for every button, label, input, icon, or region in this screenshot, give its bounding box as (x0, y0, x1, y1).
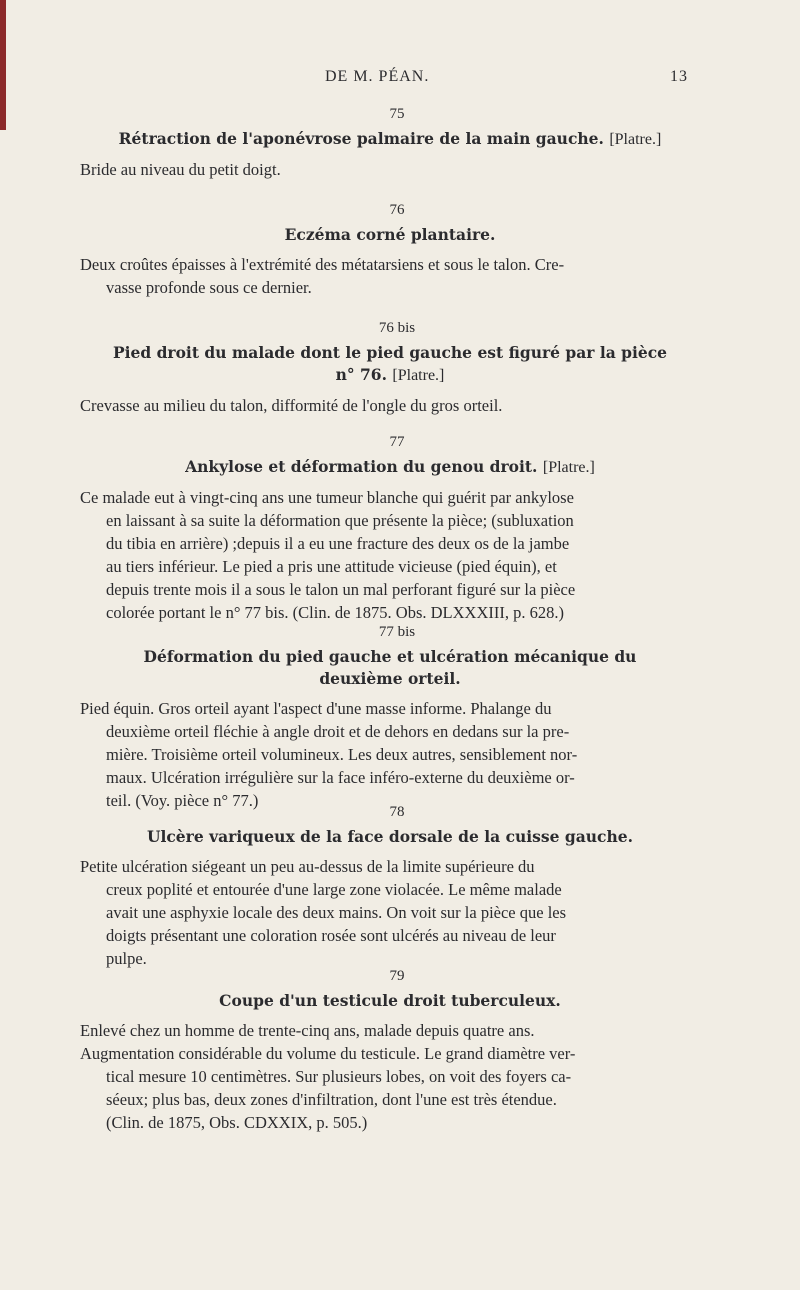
entry-tag: [Platre.] (392, 367, 445, 384)
body-line: en laissant à sa suite la déformation que présente la pièce; (subluxation (106, 511, 574, 530)
entry-body (80, 253, 700, 299)
entry-title: Ulcère variqueux de la face dorsale de la cuisse gauche. (146, 827, 634, 846)
entry-body (80, 1019, 700, 1134)
entry-number: 76 (389, 202, 405, 218)
entry-title (80, 342, 700, 387)
page-number: 13 (670, 68, 688, 85)
body-line: avait une asphyxie locale des deux mains. On voit sur la pièce que les (106, 903, 567, 922)
entry-77 (80, 432, 700, 624)
entry-tag: [Platre.] (542, 459, 595, 476)
body-line: au tiers inférieur. Le pied a pris une attitude vicieuse (pied équin), et (106, 557, 557, 576)
body-line: Augmentation considérable du volume du testicule. Le grand diamètre ver- (80, 1044, 576, 1063)
entry-75 (80, 104, 700, 181)
entry-number: 77 bis (378, 624, 416, 640)
entry-title-line: n° 76. (335, 365, 387, 384)
body-line: Ce malade eut à vingt-cinq ans une tumeur blanche qui guérit par ankylose (80, 488, 574, 507)
entry-title-line: Pied droit du malade dont le pied gauche est figuré par la pièce (112, 343, 668, 362)
entry-title (80, 456, 700, 479)
body-line: doigts présentant une coloration rosée sont ulcérés au niveau de leur (106, 926, 556, 945)
body-line: Bride au niveau du petit doigt. (80, 160, 281, 179)
body-line: depuis trente mois il a sous le talon un mal perforant figuré sur la pièce (106, 580, 576, 599)
entry-title-text: Ankylose et déformation du genou droit. (185, 457, 538, 476)
running-title: DE M. PÉAN. (325, 68, 430, 85)
body-line: (Clin. de 1875, Obs. CDXXIX, p. 505.) (106, 1113, 368, 1132)
entry-body (80, 394, 700, 417)
entry-79 (80, 966, 700, 1134)
entry-number: 77 (389, 434, 405, 450)
body-line: teil. (Voy. pièce n° 77.) (106, 791, 259, 810)
body-line: Crevasse au milieu du talon, difformité de l'ongle du gros orteil. (80, 396, 503, 415)
entry-title-text: Rétraction de l'aponévrose palmaire de la main gauche. (118, 129, 604, 148)
entry-body (80, 158, 700, 181)
entry-number: 75 (389, 106, 405, 122)
entry-title-line: deuxième orteil. (319, 669, 461, 688)
body-line: maux. Ulcération irrégulière sur la face inféro-externe du deuxième or- (106, 768, 575, 787)
body-line: vasse profonde sous ce dernier. (106, 278, 312, 297)
body-line: Pied équin. Gros orteil ayant l'aspect d'une masse informe. Phalange du (80, 699, 552, 718)
body-line: colorée portant le n° 77 bis. (Clin. de 1875. Obs. DLXXXIII, p. 628.) (106, 603, 564, 622)
entry-title: Eczéma corné plantaire. (284, 225, 496, 244)
entry-body (80, 697, 700, 812)
body-line: creux poplité et entourée d'une large zone violacée. Le même malade (106, 880, 562, 899)
entry-title-line: Déformation du pied gauche et ulcération mécanique du (143, 647, 637, 666)
page-header (80, 68, 688, 92)
body-line: mière. Troisième orteil volumineux. Les deux autres, sensiblement nor- (106, 745, 578, 764)
body-line: Deux croûtes épaisses à l'extrémité des métatarsiens et sous le talon. Cre- (80, 255, 565, 274)
entry-body (80, 486, 700, 624)
entry-78 (80, 802, 700, 970)
entry-number: 79 (389, 968, 405, 984)
body-line: tical mesure 10 centimètres. Sur plusieurs lobes, on voit des foyers ca- (106, 1067, 572, 1086)
body-line: deuxième orteil fléchie à angle droit et de dehors en dedans sur la pre- (106, 722, 570, 741)
entry-number: 76 bis (378, 320, 416, 336)
entry-body (80, 855, 700, 970)
body-line: du tibia en arrière) ;depuis il a eu une fracture des deux os de la jambe (106, 534, 570, 553)
entry-76 (80, 200, 700, 299)
entry-title: Coupe d'un testicule droit tuberculeux. (219, 991, 561, 1010)
body-line: Enlevé chez un homme de trente-cinq ans, malade depuis quatre ans. (80, 1021, 535, 1040)
entry-tag: [Platre.] (609, 131, 662, 148)
entry-title (80, 128, 700, 151)
body-line: pulpe. (106, 949, 147, 968)
entry-77-bis (80, 622, 700, 812)
entry-76-bis (80, 318, 700, 417)
body-line: séeux; plus bas, deux zones d'infiltration, dont l'une est très étendue. (106, 1090, 557, 1109)
entry-title (80, 646, 700, 690)
entry-number: 78 (389, 804, 405, 820)
body-line: Petite ulcération siégeant un peu au-dessus de la limite supérieure du (80, 857, 535, 876)
